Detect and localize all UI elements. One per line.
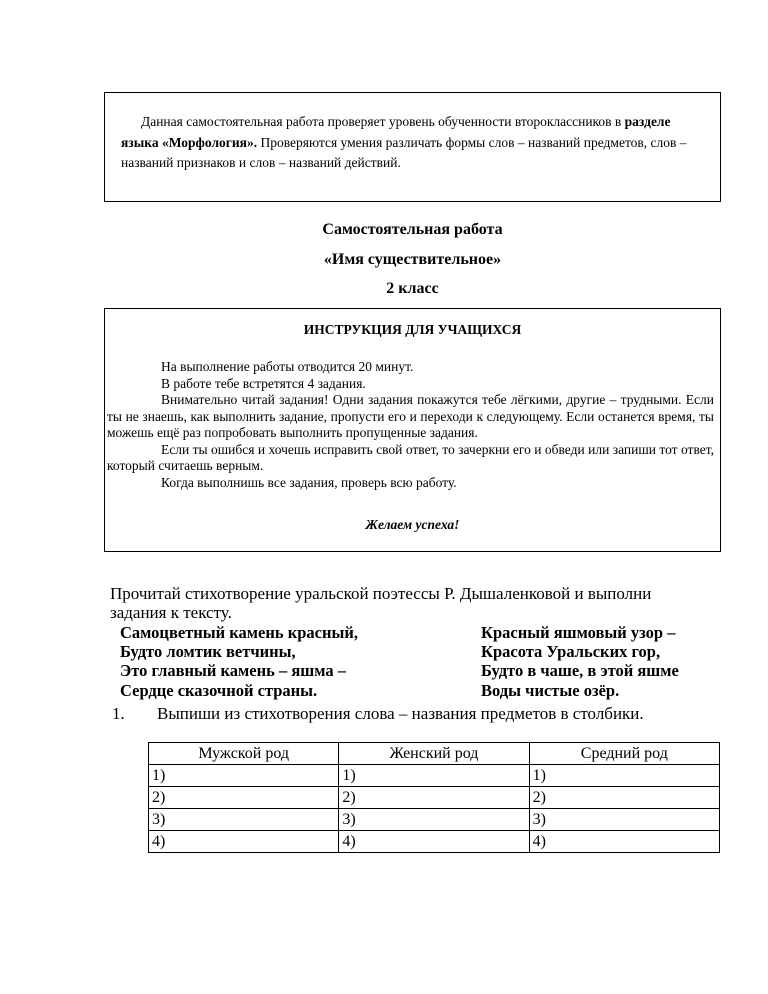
answer-cell[interactable]: 4) <box>149 831 339 853</box>
answer-cell[interactable]: 3) <box>529 809 719 831</box>
instruction-line: В работе тебе встретятся 4 задания. <box>161 375 366 391</box>
instruction-box <box>104 308 721 552</box>
table-row <box>149 831 720 853</box>
instruction-heading: ИНСТРУКЦИЯ ДЛЯ УЧАЩИХСЯ <box>303 322 522 337</box>
answer-cell[interactable]: 1) <box>529 765 719 787</box>
task-intro-line1: Прочитай стихотворение уральской поэтессы Р. Дышаленковой и выполни <box>110 584 652 603</box>
poem-line: Красный яшмовый узор – <box>481 623 676 642</box>
answer-cell[interactable]: 2) <box>529 787 719 809</box>
table-row <box>149 809 720 831</box>
table-row <box>149 765 720 787</box>
poem-right-stanza <box>481 623 679 700</box>
answer-cell[interactable]: 3) <box>339 809 529 831</box>
table-row <box>149 787 720 809</box>
answer-cell[interactable]: 4) <box>339 831 529 853</box>
intro-part1: Данная самостоятельная работа проверяет уровень обученности второклассников в <box>141 114 625 129</box>
answer-cell[interactable]: 2) <box>339 787 529 809</box>
instruction-line: Когда выполнишь все задания, проверь всю работу. <box>161 474 457 490</box>
poem-line: Воды чистые озёр. <box>481 680 620 700</box>
intro-part2-bold: разделе языка «Морфология». <box>121 114 671 150</box>
poem-line: Это главный камень – яшма – <box>120 661 346 681</box>
answer-cell[interactable]: 2) <box>149 787 339 809</box>
header-neuter: Средний род <box>529 743 719 765</box>
poem-line: Самоцветный камень красный, <box>120 623 359 642</box>
answer-cell[interactable]: 3) <box>149 809 339 831</box>
answer-cell[interactable]: 4) <box>529 831 719 853</box>
instruction-lines <box>107 359 714 491</box>
intro-box <box>104 92 721 202</box>
answer-cell[interactable]: 1) <box>339 765 529 787</box>
topic-title: «Имя существительное» <box>323 251 502 268</box>
question-number: 1. <box>112 704 125 723</box>
answer-cell[interactable]: 1) <box>149 765 339 787</box>
instruction-line: Внимательно читай задания! Одни задания покажутся тебе лёгкими, другие – трудными. Если ты не знаешь, как выполнить задание, пропусти его и переходи к следующему. Если останется время, ты можешь ещё раз попробовать выполнить пропущенные задания. <box>107 392 714 440</box>
poem-line: Красота Уральских гор, <box>481 642 661 662</box>
poem-left-stanza <box>120 623 358 700</box>
intro-part3: Проверяются умения различать формы слов – названий предметов, слов – названий признаков и слов – названий действий. <box>121 134 687 170</box>
task-intro-line2: задания к тексту. <box>110 603 232 622</box>
wish-text: Желаем успеха! <box>365 517 460 532</box>
table-header-row <box>149 743 720 765</box>
header-feminine: Женский род <box>339 743 529 765</box>
poem-line: Будто ломтик ветчины, <box>120 642 296 662</box>
answer-table <box>148 742 720 853</box>
intro-text <box>121 112 708 174</box>
poem-line: Будто в чаше, в этой яшме <box>481 661 679 681</box>
header-masculine: Мужской род <box>149 743 339 765</box>
instruction-line: На выполнение работы отводится 20 минут. <box>161 359 414 374</box>
grade-title: 2 класс <box>386 280 439 297</box>
instruction-line: Если ты ошибся и хочешь исправить свой ответ, то зачеркни его и обведи или запиши тот ответ, который считаешь верным. <box>107 441 714 473</box>
work-title: Самостоятельная работа <box>322 221 503 238</box>
question-text: Выпиши из стихотворения слова – названия предметов в столбики. <box>157 704 644 723</box>
poem-line: Сердце сказочной страны. <box>120 680 318 700</box>
